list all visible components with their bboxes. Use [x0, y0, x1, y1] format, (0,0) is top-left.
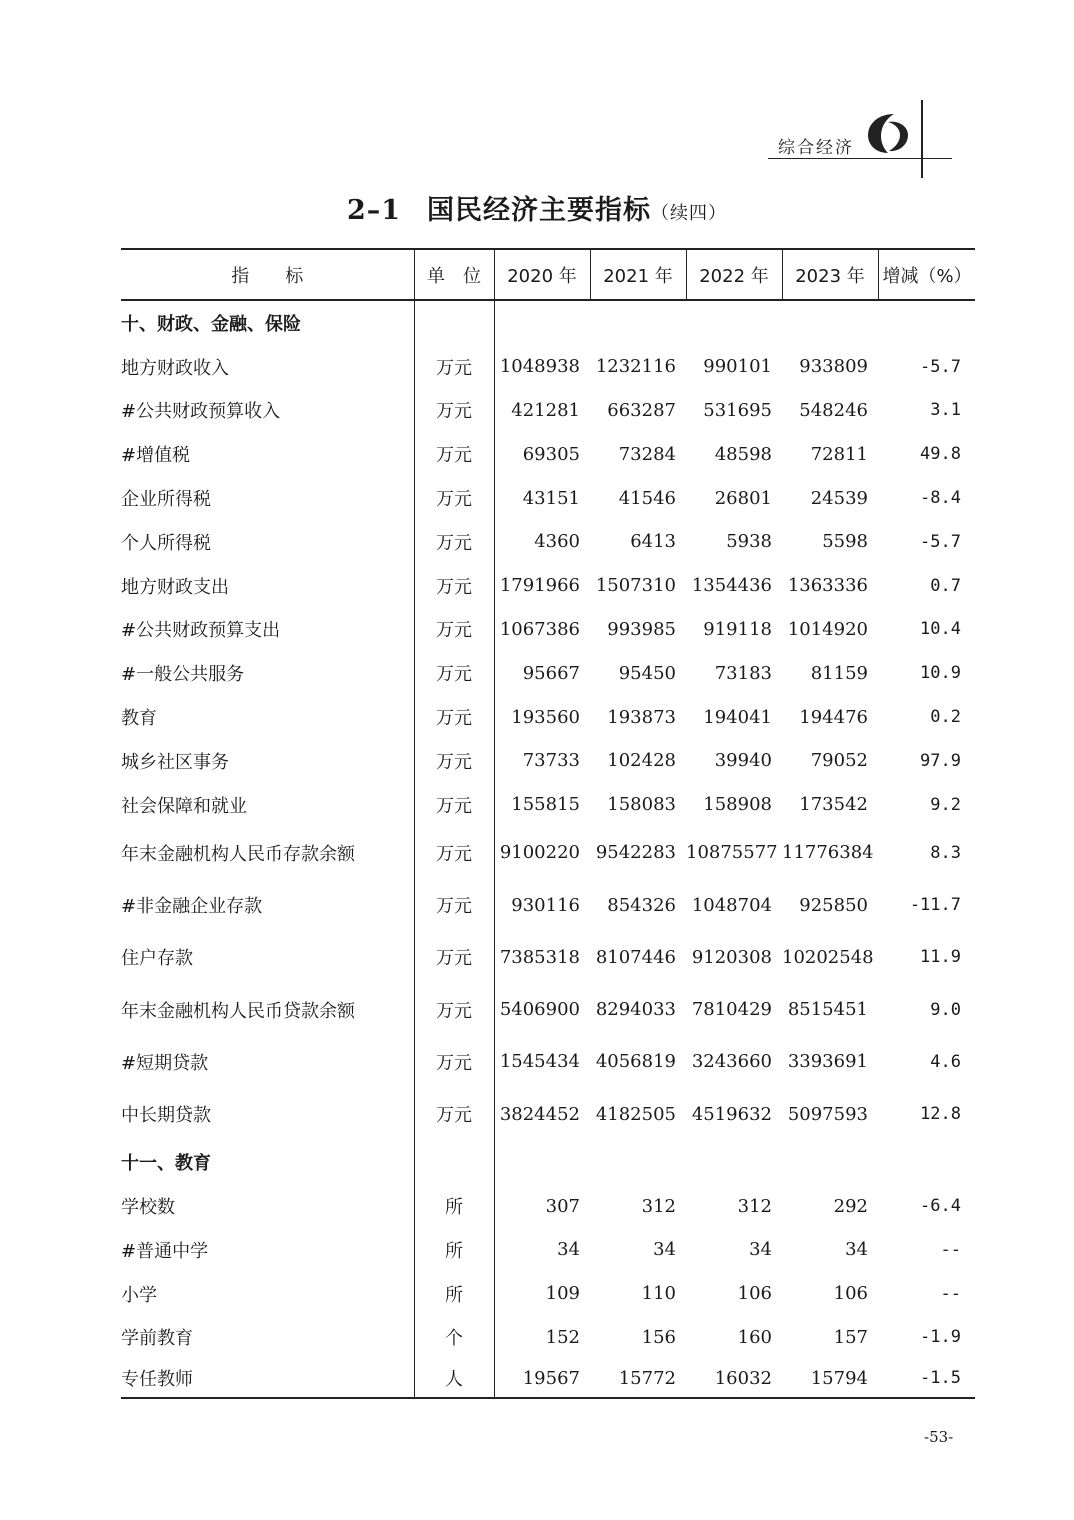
row-unit: 万元: [414, 1036, 494, 1088]
value-2020: 1048938: [499, 356, 580, 378]
value-2022: 194041: [703, 706, 772, 728]
value-2020: 5406900: [499, 999, 580, 1021]
row-indicator: 住户存款: [121, 948, 193, 970]
row-indicator: 企业所得税: [121, 489, 211, 511]
row-unit: 万元: [414, 345, 494, 389]
row-indicator: 社会保障和就业: [121, 795, 247, 817]
value-2022: 26801: [714, 487, 772, 509]
value-change: [878, 1140, 975, 1184]
row-unit: 个: [414, 1316, 494, 1360]
value-2020: 152: [545, 1326, 580, 1348]
value-2021: [590, 1140, 686, 1184]
value-2023: 1363336: [787, 575, 868, 597]
indicator-table: [121, 248, 975, 1399]
table-row: [121, 1228, 975, 1272]
value-change: 8.3: [930, 842, 961, 863]
value-2023: 548246: [799, 399, 868, 421]
value-change: --: [940, 1239, 961, 1260]
value-2021: 1507310: [595, 575, 676, 597]
value-2021: 854326: [607, 894, 676, 916]
table-row: [121, 389, 975, 433]
table-row: [121, 739, 975, 783]
table-row: [121, 1184, 975, 1228]
row-indicator: 地方财政收入: [121, 357, 229, 379]
row-unit: 万元: [414, 476, 494, 520]
row-unit: 人: [414, 1359, 494, 1398]
row-indicator: 学校数: [121, 1197, 175, 1219]
value-2021: 95450: [618, 662, 676, 684]
value-change: 0.2: [930, 707, 961, 728]
value-2020: 1791966: [499, 575, 580, 597]
value-2020: 307: [545, 1195, 580, 1217]
value-2021: 6413: [630, 531, 676, 553]
value-2022: 39940: [714, 750, 772, 772]
table-row: [121, 695, 975, 739]
row-unit: 所: [414, 1272, 494, 1316]
row-indicator: 十、财政、金融、保险: [121, 313, 301, 335]
header-2023: 2023 年: [782, 249, 878, 300]
row-indicator: 十一、教育: [121, 1153, 211, 1175]
table-row: [121, 931, 975, 983]
value-2022: [686, 300, 782, 345]
value-2020: 109: [545, 1283, 580, 1305]
value-2023: 10202548: [782, 946, 874, 968]
value-2020: 7385318: [499, 946, 580, 968]
table-row: [121, 1140, 975, 1184]
value-2021: 8294033: [595, 999, 676, 1021]
row-unit: 万元: [414, 1088, 494, 1140]
row-indicator: 中长期贷款: [121, 1105, 211, 1127]
row-unit: 万元: [414, 608, 494, 652]
row-indicator: #一般公共服务: [121, 664, 245, 686]
value-2022: 1048704: [691, 894, 772, 916]
value-2021: [590, 300, 686, 345]
value-2020: [494, 300, 590, 345]
value-2021: 102428: [607, 750, 676, 772]
value-2021: 9542283: [595, 842, 676, 864]
value-2022: [686, 1140, 782, 1184]
value-2021: 993985: [607, 618, 676, 640]
row-unit: 所: [414, 1184, 494, 1228]
value-2022: 7810429: [691, 999, 772, 1021]
value-change: 10.9: [920, 663, 961, 684]
table-row: [121, 1359, 975, 1398]
value-change: [878, 300, 975, 345]
value-2022: 9120308: [691, 946, 772, 968]
row-unit: 万元: [414, 783, 494, 827]
value-2023: 1014920: [787, 618, 868, 640]
row-unit: 万元: [414, 983, 494, 1035]
value-2023: 157: [833, 1326, 868, 1348]
value-change: 10.4: [920, 619, 961, 640]
value-2022: 990101: [703, 356, 772, 378]
table-row: [121, 1316, 975, 1360]
value-change: 4.6: [930, 1051, 961, 1072]
header-change: 增减（%）: [878, 249, 975, 300]
row-indicator: 教育: [121, 708, 157, 730]
value-2022: 10875577: [686, 842, 778, 864]
table-row: [121, 608, 975, 652]
value-2023: 15794: [782, 1359, 878, 1398]
value-2023: 11776384: [782, 842, 874, 864]
table-row: [121, 879, 975, 931]
table-row: [121, 432, 975, 476]
header-unit: 单 位: [414, 249, 494, 300]
value-2023: 292: [833, 1195, 868, 1217]
table-row: [121, 651, 975, 695]
value-2021: 4056819: [595, 1051, 676, 1073]
table-title-text: 国民经济主要指标: [427, 195, 652, 226]
header-horizontal-rule: [768, 158, 952, 159]
value-change: -6.4: [920, 1196, 961, 1217]
table-row: [121, 827, 975, 879]
value-2023: 3393691: [787, 1051, 868, 1073]
row-unit: 万元: [414, 389, 494, 433]
table-number: 2–1: [346, 195, 402, 226]
value-2022: 73183: [714, 662, 772, 684]
value-2020: 930116: [511, 894, 580, 916]
value-2022: 3243660: [691, 1051, 772, 1073]
value-2021: 1232116: [595, 356, 676, 378]
table-row: [121, 1036, 975, 1088]
header-2022: 2022 年: [686, 249, 782, 300]
value-change: -11.7: [909, 895, 961, 915]
header-2021: 2021 年: [590, 249, 686, 300]
value-2020: 3824452: [499, 1103, 580, 1125]
table-title: [0, 188, 1074, 227]
row-indicator: 专任教师: [121, 1359, 414, 1398]
row-indicator: 小学: [121, 1284, 157, 1306]
row-unit: 万元: [414, 931, 494, 983]
row-indicator: 年末金融机构人民币贷款余额: [121, 1000, 355, 1022]
row-unit: 万元: [414, 879, 494, 931]
value-2021: 193873: [607, 706, 676, 728]
value-2021: 34: [653, 1239, 676, 1261]
table-header-row: [121, 249, 975, 300]
value-2022: 160: [737, 1326, 772, 1348]
value-2022: 16032: [686, 1359, 782, 1398]
row-unit: 万元: [414, 520, 494, 564]
value-2022: 4519632: [691, 1103, 772, 1125]
value-2022: 919118: [703, 618, 772, 640]
value-2022: 34: [749, 1239, 772, 1261]
table-row: [121, 1088, 975, 1140]
value-2020: 193560: [511, 706, 580, 728]
value-2023: 24539: [810, 487, 868, 509]
value-2021: 663287: [607, 399, 676, 421]
row-unit: 万元: [414, 695, 494, 739]
value-2022: 1354436: [691, 575, 772, 597]
value-2022: 531695: [703, 399, 772, 421]
table-row: [121, 564, 975, 608]
header-2020: 2020 年: [494, 249, 590, 300]
value-2020: 155815: [511, 794, 580, 816]
value-change: 9.0: [930, 999, 961, 1020]
row-unit: 万元: [414, 827, 494, 879]
page-header: [0, 0, 1074, 190]
value-2023: [782, 300, 878, 345]
page-number: -53-: [924, 1428, 954, 1446]
value-2022: 106: [737, 1283, 772, 1305]
value-2020: 1067386: [499, 618, 580, 640]
stats-logo-icon: [864, 110, 912, 156]
value-change: -1.9: [920, 1327, 961, 1348]
row-indicator: 城乡社区事务: [121, 751, 229, 773]
value-2023: 8515451: [787, 999, 868, 1021]
value-2023: 79052: [810, 750, 868, 772]
row-unit: 所: [414, 1228, 494, 1272]
value-change: 11.9: [920, 947, 961, 968]
value-2023: 925850: [799, 894, 868, 916]
value-2020: 34: [557, 1239, 580, 1261]
row-indicator: 个人所得税: [121, 532, 211, 554]
value-2021: 15772: [590, 1359, 686, 1398]
row-indicator: 学前教育: [121, 1328, 193, 1350]
value-2023: 194476: [799, 706, 868, 728]
value-2022: 5938: [726, 531, 772, 553]
value-2020: 9100220: [499, 842, 580, 864]
value-2021: 312: [641, 1195, 676, 1217]
value-2023: 5097593: [787, 1103, 868, 1125]
value-2020: [494, 1140, 590, 1184]
value-2022: 312: [737, 1195, 772, 1217]
section-label: 综合经济: [778, 138, 854, 158]
row-indicator: #增值税: [121, 445, 191, 467]
value-change: -8.4: [920, 488, 961, 509]
value-2020: 19567: [494, 1359, 590, 1398]
value-change: 12.8: [920, 1104, 961, 1125]
value-change: 49.8: [920, 444, 961, 465]
row-indicator: #短期贷款: [121, 1052, 209, 1074]
value-2023: 5598: [822, 531, 868, 553]
value-2021: 110: [641, 1283, 676, 1305]
value-2021: 73284: [618, 443, 676, 465]
value-2020: 4360: [534, 531, 580, 553]
table-row: [121, 983, 975, 1035]
value-change: -5.7: [920, 356, 961, 377]
row-unit: 万元: [414, 739, 494, 783]
value-change: 9.2: [930, 794, 961, 815]
value-2023: 933809: [799, 356, 868, 378]
value-change: 0.7: [930, 575, 961, 596]
value-change: 3.1: [930, 400, 961, 421]
value-2021: 8107446: [595, 946, 676, 968]
value-2020: 43151: [522, 487, 580, 509]
row-indicator: #非金融企业存款: [121, 896, 263, 917]
value-2020: 69305: [522, 443, 580, 465]
value-2023: 81159: [810, 662, 868, 684]
value-2022: 158908: [703, 794, 772, 816]
header-indicator: 指 标: [121, 249, 414, 300]
value-2020: 73733: [522, 750, 580, 772]
row-unit: [414, 300, 494, 345]
table-row: [121, 783, 975, 827]
row-indicator: 年末金融机构人民币存款余额: [121, 843, 355, 865]
table-row: [121, 476, 975, 520]
row-indicator: #普通中学: [121, 1240, 209, 1262]
value-2023: [782, 1140, 878, 1184]
row-indicator: #公共财政预算支出: [121, 620, 281, 642]
value-change: 97.9: [920, 750, 961, 771]
row-indicator: 地方财政支出: [121, 576, 229, 598]
value-change: -5.7: [920, 531, 961, 552]
value-2020: 95667: [522, 662, 580, 684]
value-change: -1.5: [878, 1359, 975, 1398]
value-2021: 4182505: [595, 1103, 676, 1125]
value-2020: 421281: [511, 399, 580, 421]
table-row: [121, 520, 975, 564]
value-2021: 156: [641, 1326, 676, 1348]
table-row: [121, 1272, 975, 1316]
header-vertical-rule: [921, 100, 923, 178]
value-2023: 106: [833, 1283, 868, 1305]
value-2023: 173542: [799, 794, 868, 816]
table-continued: （续四）: [651, 203, 728, 224]
row-unit: 万元: [414, 651, 494, 695]
row-unit: [414, 1140, 494, 1184]
row-unit: 万元: [414, 432, 494, 476]
value-2021: 158083: [607, 794, 676, 816]
value-change: --: [940, 1283, 961, 1304]
value-2022: 48598: [714, 443, 772, 465]
row-unit: 万元: [414, 564, 494, 608]
table-row: [121, 300, 975, 345]
value-2020: 1545434: [499, 1051, 580, 1073]
value-2023: 72811: [810, 443, 868, 465]
value-2021: 41546: [618, 487, 676, 509]
value-2023: 34: [845, 1239, 868, 1261]
table-row: [121, 345, 975, 389]
row-indicator: #公共财政预算收入: [121, 401, 281, 423]
